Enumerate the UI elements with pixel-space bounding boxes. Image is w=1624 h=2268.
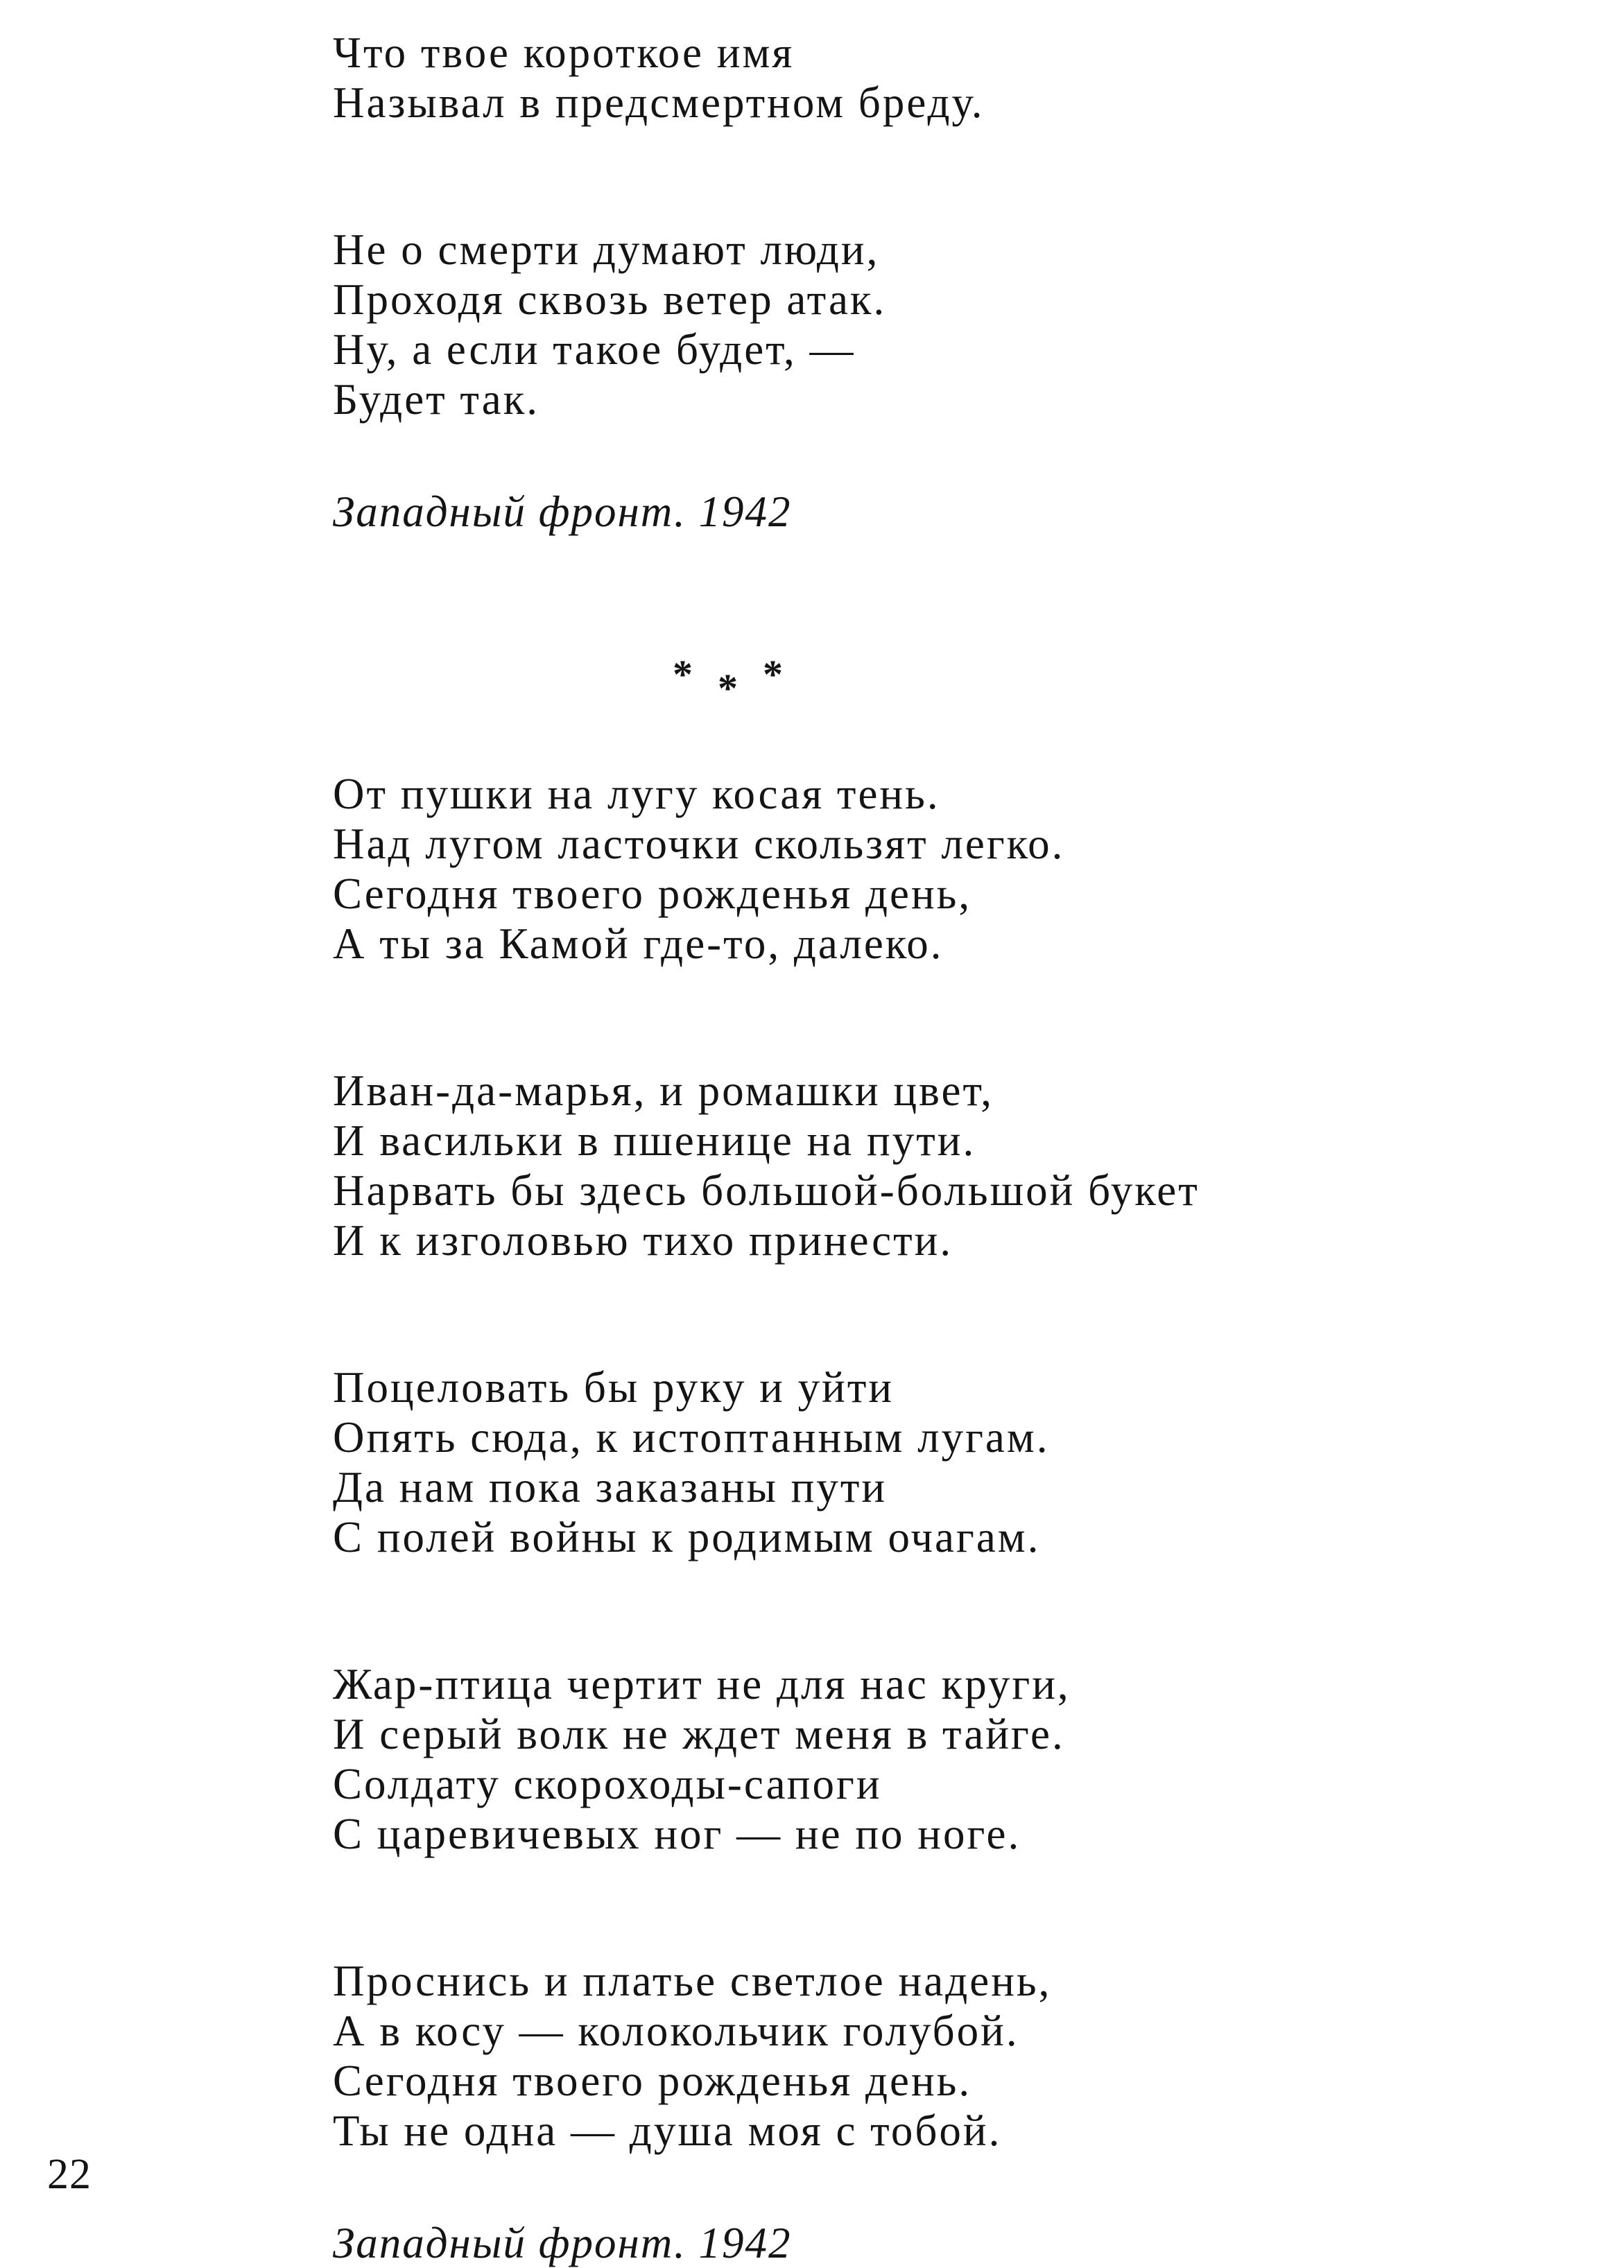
asterism-separator bbox=[333, 652, 1581, 711]
poem-line: Не о смерти думают люди, bbox=[333, 225, 880, 274]
page-number: 22 bbox=[47, 2151, 92, 2198]
poem-line: Иван-да-марья, и ромашки цвет, bbox=[333, 1066, 994, 1115]
poem-line: Жар-птица чертит не для нас круги, bbox=[333, 1660, 1071, 1708]
poem-line: Ну, а если такое будет, — bbox=[333, 325, 856, 374]
poem2-stanza-5 bbox=[333, 1956, 1581, 2156]
poem-line: Да нам пока заказаны пути bbox=[333, 1463, 888, 1512]
poem2-stanza-4 bbox=[333, 1659, 1581, 1859]
poem-column bbox=[333, 28, 1581, 2268]
asterisk-middle: * bbox=[718, 666, 738, 711]
poem-line: Нарвать бы здесь большой-большой букет bbox=[333, 1166, 1200, 1215]
poem2-stanza-3 bbox=[333, 1362, 1581, 1562]
poem-line: Называл в предсмертном бреду. bbox=[333, 78, 985, 127]
poem-line: Солдату скороходы-сапоги bbox=[333, 1760, 882, 1808]
poem-line: Проснись и платье светлое надень, bbox=[333, 1957, 1052, 2005]
poem2-stanza-2 bbox=[333, 1066, 1581, 1265]
poem-line: С полей войны к родимым очагам. bbox=[333, 1513, 1041, 1561]
poem-line: Над лугом ласточки скользят легко. bbox=[333, 820, 1065, 868]
poem-line: Опять сюда, к истоптанным лугам. bbox=[333, 1413, 1050, 1462]
poem-line: Что твое короткое имя bbox=[333, 28, 795, 77]
poem-line: Будет так. bbox=[333, 375, 540, 424]
poem2-stanza-1 bbox=[333, 769, 1581, 969]
poem1-stanza-1 bbox=[333, 28, 1581, 128]
poem-line: От пушки на лугу косая тень. bbox=[333, 770, 940, 818]
poem-line: Сегодня твоего рожденья день, bbox=[333, 869, 972, 918]
poem1-stanza-2 bbox=[333, 225, 1581, 424]
poem-line: И к изголовью тихо принести. bbox=[333, 1216, 953, 1265]
poem2-dateline: Западный фронт. 1942 bbox=[333, 2219, 792, 2267]
poem-line: С царевичевых ног — не по ноге. bbox=[333, 1810, 1021, 1858]
poem-line: А ты за Камой где-то, далеко. bbox=[333, 919, 944, 968]
poem-line: Проходя сквозь ветер атак. bbox=[333, 275, 887, 324]
asterisk-left: * bbox=[673, 652, 693, 697]
poem1-dateline: Западный фронт. 1942 bbox=[333, 487, 792, 536]
poem-line: Ты не одна — душа моя с тобой. bbox=[333, 2106, 1002, 2155]
poem-line: И серый волк не ждет меня в тайге. bbox=[333, 1710, 1065, 1758]
poem-line: А в косу — колокольчик голубой. bbox=[333, 2007, 1019, 2055]
poem-line: Поцеловать бы руку и уйти bbox=[333, 1363, 895, 1412]
asterisk-right: * bbox=[763, 652, 783, 697]
poem-line: И васильки в пшенице на пути. bbox=[333, 1116, 976, 1165]
poem-line: Сегодня твоего рожденья день. bbox=[333, 2057, 972, 2105]
